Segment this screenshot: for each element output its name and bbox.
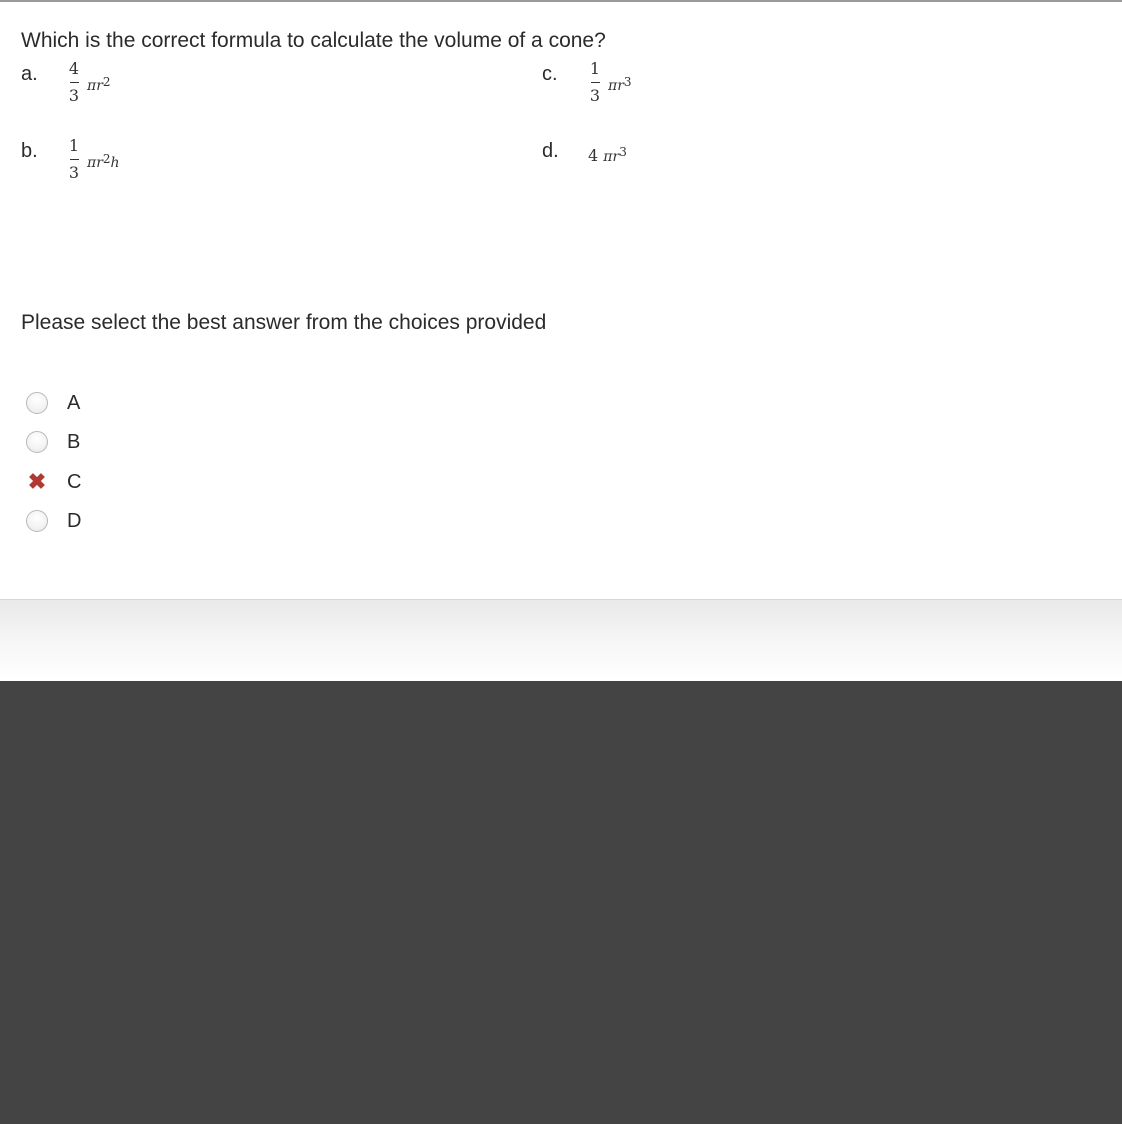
fraction-bar <box>591 82 600 83</box>
formula-term <box>608 75 632 94</box>
exponent: 3 <box>623 75 632 89</box>
choice-letter: c. <box>542 63 558 85</box>
choice-letter: a. <box>21 63 38 85</box>
option-a[interactable] <box>26 392 116 418</box>
numerator: 1 <box>68 136 80 155</box>
radio-button-icon[interactable] <box>26 510 48 532</box>
radio-button-icon[interactable] <box>26 392 48 414</box>
denominator: 3 <box>68 163 80 182</box>
formula-term <box>87 75 111 94</box>
pi-r: πr <box>608 78 624 94</box>
instruction-text: Please select the best answer from the choices provided <box>21 311 547 334</box>
exponent: 3 <box>619 145 627 159</box>
footer-band <box>0 599 1122 681</box>
formula <box>588 146 627 165</box>
option-label: C <box>67 471 82 493</box>
fraction <box>588 60 602 105</box>
choice-letter: b. <box>21 140 38 162</box>
option-label: B <box>67 431 81 453</box>
close-icon: ✖ <box>27 469 47 494</box>
fraction-bar <box>70 159 79 160</box>
choice-c <box>542 59 842 123</box>
option-d[interactable] <box>26 510 116 536</box>
denominator: 3 <box>68 86 80 105</box>
pi-r: πr <box>87 78 103 94</box>
fraction <box>67 60 81 105</box>
height-variable: h <box>110 155 120 171</box>
question-text: Which is the correct formula to calculate the volume of a cone? <box>21 29 606 52</box>
coefficient: 4 <box>588 146 599 165</box>
choice-b <box>21 136 321 200</box>
pi-r: πr <box>603 149 620 165</box>
option-b[interactable] <box>26 431 116 457</box>
exponent: 2 <box>102 75 111 89</box>
exponent: 2 <box>102 152 111 166</box>
fraction <box>67 137 81 182</box>
option-label: D <box>67 510 82 532</box>
formula-term <box>87 152 120 171</box>
choice-letter: d. <box>542 140 559 162</box>
pi-r: πr <box>87 155 103 171</box>
fraction-bar <box>70 82 79 83</box>
radio-button-icon[interactable] <box>26 431 48 453</box>
choice-d <box>542 140 842 200</box>
denominator: 3 <box>589 86 601 105</box>
choice-a <box>21 59 321 123</box>
option-c[interactable] <box>26 471 116 497</box>
option-label: A <box>67 392 81 414</box>
question-card <box>0 2 1122 599</box>
numerator: 4 <box>68 59 80 78</box>
numerator: 1 <box>589 59 601 78</box>
